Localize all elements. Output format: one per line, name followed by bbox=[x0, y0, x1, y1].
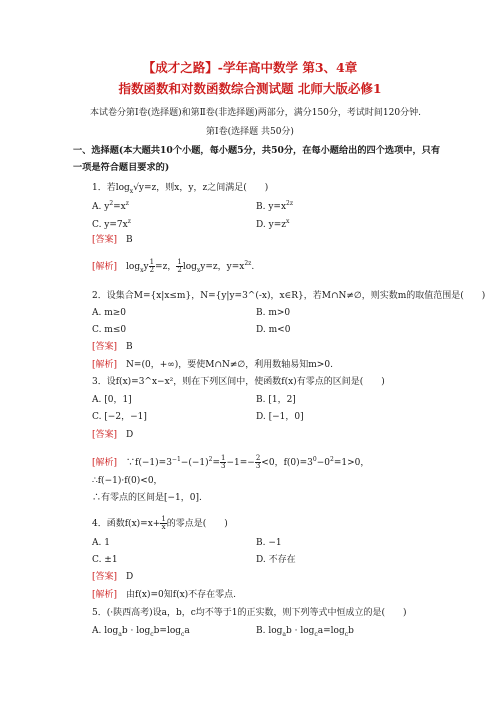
instructions-line1: 一、选择题(本大题共10个小题，每小题5分，共50分，在每小题给出的四个选项中，只有 bbox=[73, 145, 441, 156]
instructions-line2: 一项是符合题目要求的) bbox=[73, 162, 170, 173]
q2-answer-value: B bbox=[126, 342, 133, 352]
q3-answer bbox=[92, 431, 133, 440]
answer-label: [答案] bbox=[92, 235, 118, 245]
q4-analysis bbox=[92, 591, 236, 600]
q2-option-c: C. m≤0 bbox=[92, 325, 127, 335]
q5-option-a: A. $\log_ab \cdot \log_cb=\log_ca$ bbox=[92, 626, 190, 638]
answer-label: [答案] bbox=[92, 430, 118, 440]
q2-option-a: A. m≥0 bbox=[92, 308, 127, 318]
q4-option-c: C. ±1 bbox=[92, 555, 118, 565]
q1-option-c: C. $y=7x^z$ bbox=[92, 218, 131, 230]
document-subtitle: 指数函数和对数函数综合测试题 北师大版必修1 bbox=[118, 81, 382, 96]
q4-option-b: B. −1 bbox=[256, 538, 282, 548]
q2-analysis-text: N=(0，+∞)，要使M∩N≠∅，利用数轴易知m>0. bbox=[126, 360, 333, 370]
analysis-label: [解析] bbox=[92, 590, 118, 600]
question-4-stem: 4．函数f(x)=x+ $\frac{1}{x}$ 的零点是( ) bbox=[92, 515, 228, 531]
q1-stem-text: 1．若log bbox=[92, 183, 130, 193]
q5-option-b: B. $\log_ab \cdot \log_ca=\log_cb$ bbox=[256, 626, 354, 638]
q3-answer-value: D bbox=[126, 430, 134, 440]
question-5-stem: 5．(·陕西高考)设a，b，c均不等于1的正实数，则下列等式中恒成立的是( ) bbox=[92, 608, 407, 618]
q2-analysis bbox=[92, 361, 333, 370]
q1-stem-rest: √y=z，则x，y，z之间满足( ) bbox=[133, 183, 269, 193]
question-2-stem: 2．设集合M={x|x≤m}，N={y|y=3^(-x)，x∈R}，若M∩N≠∅，则实数m的取值范围是( ) bbox=[92, 291, 486, 301]
section-heading: 第Ⅰ卷(选择题 共50分) bbox=[206, 127, 294, 137]
q3-option-c: C. [−2，−1] bbox=[92, 412, 147, 422]
q1-answer-value: B bbox=[126, 235, 133, 245]
q3-analysis-line2: ∴f(−1)·f(0)<0， bbox=[92, 476, 163, 486]
answer-label: [答案] bbox=[92, 342, 118, 352]
answer-label: [答案] bbox=[92, 572, 118, 582]
question-3-stem: 3．设f(x)=3^x−x²，则在下列区间中，使函数f(x)有零点的区间是( ) bbox=[92, 377, 385, 387]
q1-option-b: B. $y=x^{2z}$ bbox=[256, 200, 294, 212]
q4-answer bbox=[92, 573, 133, 582]
q2-option-d: D. m<0 bbox=[256, 325, 291, 335]
exam-intro: 本试卷分第Ⅰ卷(选择题)和第Ⅱ卷(非选择题)两部分，满分150分，考试时间120分钟. bbox=[90, 108, 421, 118]
document-title: 【成才之路】-学年高中数学 第3、4章 bbox=[142, 60, 358, 75]
analysis-label: [解析] bbox=[92, 458, 118, 468]
q1-option-d: D. $y=z^x$ bbox=[256, 218, 290, 230]
q3-option-b: B. [1，2] bbox=[256, 395, 296, 405]
q3-option-d: D. [−1，0] bbox=[256, 412, 304, 422]
q4-option-d: D. 不存在 bbox=[256, 555, 296, 565]
q3-option-a: A. [0，1] bbox=[92, 395, 132, 405]
q3-analysis-line3: ∴有零点的区间是[−1，0]. bbox=[92, 493, 202, 503]
q1-answer bbox=[92, 236, 133, 245]
q3-analysis-line1: [解析] $\because f(-1)=3^{-1}-(-1)^2=$ $\frac{1}{3}$ −1=− $\frac{2}{3}$ <0，$f(0)=3^0-0^2=1>0$， bbox=[92, 454, 370, 470]
analysis-label: [解析] bbox=[92, 262, 118, 272]
q1-stem-sub: x bbox=[129, 187, 134, 195]
q2-answer bbox=[92, 343, 133, 352]
analysis-label: [解析] bbox=[92, 360, 118, 370]
q1-option-a: A. $y^2=x^z$ bbox=[92, 200, 129, 212]
question-1-stem bbox=[92, 184, 268, 195]
q2-option-b: B. m>0 bbox=[256, 308, 291, 318]
q4-analysis-text: 由f(x)=0知f(x)不存在零点. bbox=[126, 590, 237, 600]
q4-answer-value: D bbox=[126, 572, 134, 582]
q4-option-a: A. 1 bbox=[92, 538, 110, 548]
q1-analysis: [解析] $\log_xy$ $\frac{1}{2}$ =z， $\frac{1}{2}$ $\log_xy=z$，$y=x^{2z}$. bbox=[92, 258, 255, 274]
